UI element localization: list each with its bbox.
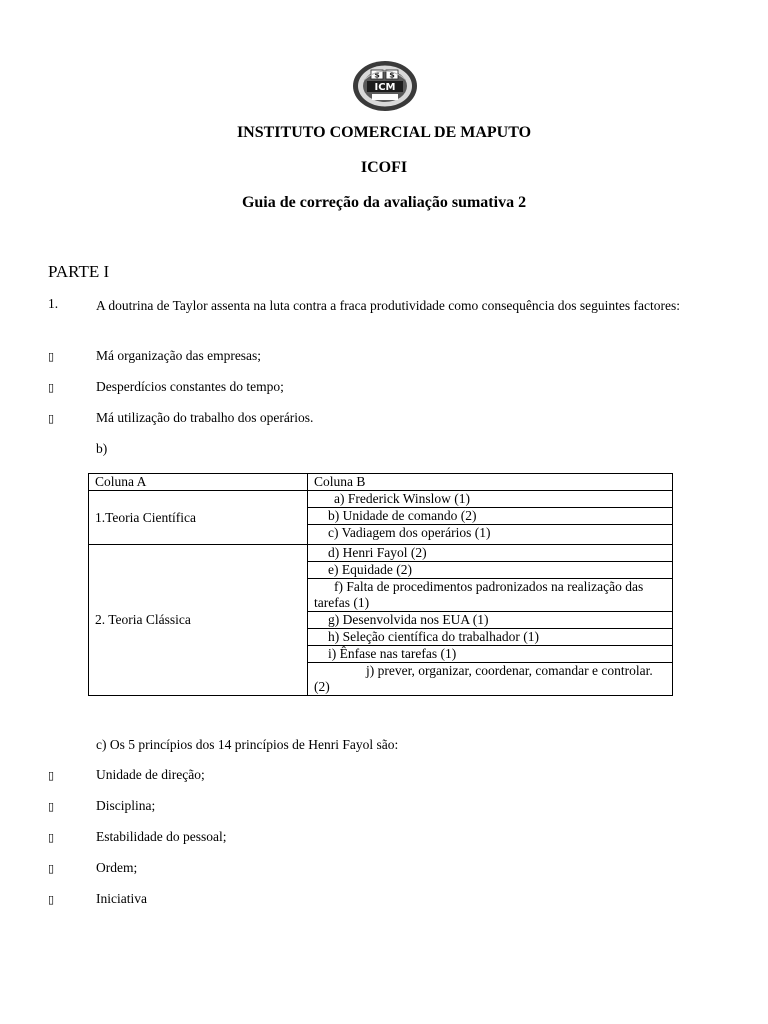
table-row (89, 545, 673, 562)
svg-text:ICM: ICM (374, 82, 396, 93)
answer-table (88, 473, 673, 696)
table-cell: g) Desenvolvida nos EUA (1) (308, 612, 673, 629)
table-header: Coluna A (89, 474, 308, 491)
list-item: Má organização das empresas; (96, 348, 262, 363)
bullet-icon: ▯ (48, 350, 55, 363)
document-subtitle: Guia de correção da avaliação sumativa 2 (241, 194, 527, 211)
list-item: Má utilização do trabalho dos operários. (96, 410, 314, 425)
table-cell: h) Seleção científica do trabalhador (1) (308, 629, 673, 646)
icm-logo-icon (352, 60, 418, 112)
list-item: Ordem; (96, 860, 138, 875)
table-cell: a) Frederick Winslow (1) (308, 491, 673, 508)
table-cell: b) Unidade de comando (2) (308, 508, 673, 525)
table-cell: j) prever, organizar, coordenar, comandar e controlar. (2) (308, 663, 673, 696)
table-cell: c) Vadiagem dos operários (1) (308, 525, 673, 545)
institution-name: INSTITUTO COMERCIAL DE MAPUTO (236, 124, 532, 141)
bullet-icon: ▯ (48, 893, 55, 906)
bullet-icon: ▯ (48, 831, 55, 844)
table-header: Coluna B (308, 474, 673, 491)
svg-text:$: $ (389, 70, 395, 80)
question-number: 1. (48, 296, 59, 311)
question-text: A doutrina de Taylor assenta na luta contra a fraca produtividade como consequência dos seguintes factores: (96, 298, 680, 313)
unit-name: ICOFI (360, 159, 408, 176)
list-item: Unidade de direção; (96, 767, 205, 782)
table-cell: i) Ênfase nas tarefas (1) (308, 646, 673, 663)
list-item: Iniciativa (96, 891, 147, 906)
bullet-icon: ▯ (48, 800, 55, 813)
table-cell: f) Falta de procedimentos padronizados na realização das tarefas (1) (308, 579, 673, 612)
table-cell: 2. Teoria Clássica (89, 545, 308, 696)
table-cell: d) Henri Fayol (2) (308, 545, 673, 562)
bullet-icon: ▯ (48, 769, 55, 782)
bullet-icon: ▯ (48, 862, 55, 875)
bullet-icon: ▯ (48, 412, 55, 425)
part-b-label: b) (96, 441, 108, 456)
svg-text:$: $ (374, 70, 380, 80)
table-row (89, 491, 673, 508)
table-cell: 1.Teoria Científica (89, 491, 308, 545)
table-row (89, 474, 673, 491)
part-c-text: c) Os 5 princípios dos 14 princípios de Henri Fayol são: (96, 737, 399, 752)
section-title: PARTE I (48, 262, 110, 281)
list-item: Desperdícios constantes do tempo; (96, 379, 284, 394)
table-cell: e) Equidade (2) (308, 562, 673, 579)
list-item: Disciplina; (96, 798, 156, 813)
list-item: Estabilidade do pessoal; (96, 829, 227, 844)
bullet-icon: ▯ (48, 381, 55, 394)
